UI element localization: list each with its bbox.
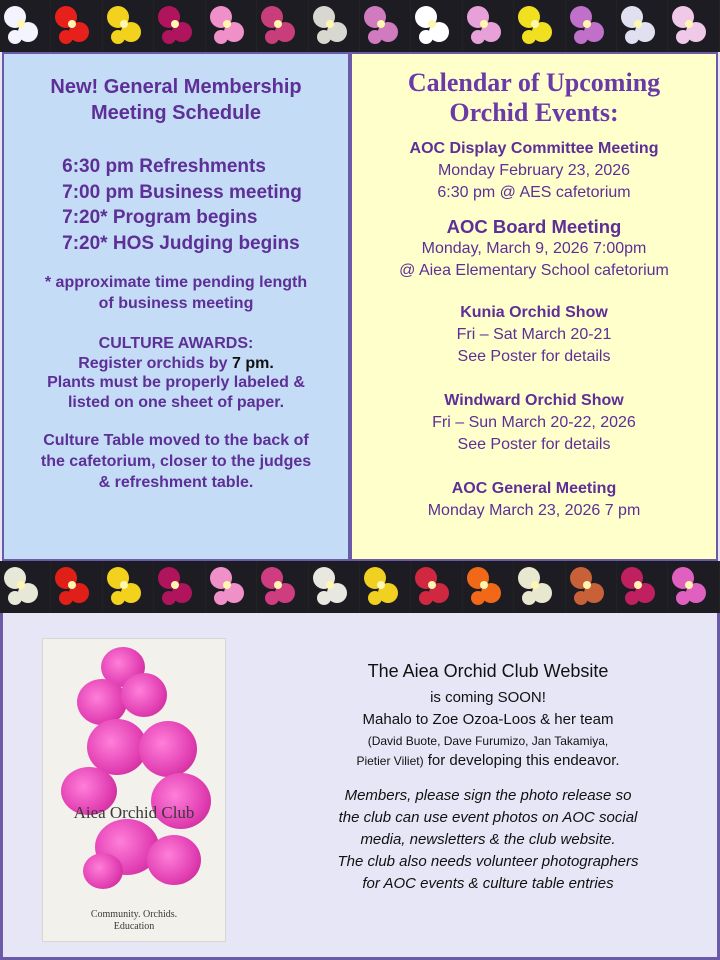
title-line: Meeting Schedule	[90, 102, 262, 124]
orchid-photo	[257, 0, 308, 52]
schedule-item: 7:00 pm Business meeting	[62, 181, 302, 203]
team-names: Pietier Viliet)	[356, 754, 424, 768]
aiea-orchid-club-logo	[43, 639, 225, 941]
website-coming-soon: is coming SOON!	[430, 689, 546, 706]
notice-line: Culture Table moved to the back of	[43, 432, 309, 449]
orchid-photo	[617, 0, 668, 52]
orchid-photo	[51, 561, 102, 613]
orchid-photo	[206, 561, 257, 613]
orchid-photo	[103, 561, 154, 613]
event-board-meeting	[352, 216, 716, 282]
orchid-photo	[154, 561, 205, 613]
meeting-schedule-list	[62, 154, 302, 256]
orchid-petal	[77, 679, 127, 725]
logo-club-name: Aiea Orchid Club	[73, 803, 195, 822]
title-line: New! General Membership	[50, 76, 302, 98]
orchid-photo	[154, 0, 205, 52]
orchid-photo	[0, 561, 51, 613]
logo-tagline	[43, 909, 225, 933]
event-details: See Poster for details	[457, 436, 611, 453]
membership-schedule-title	[4, 74, 348, 126]
event-location: 6:30 pm @ AES cafetorium	[437, 184, 631, 201]
orchid-petal	[83, 853, 123, 889]
note-line: of business meeting	[98, 295, 254, 312]
orchid-photo	[360, 561, 411, 613]
orchid-photo	[103, 0, 154, 52]
release-line: the club can use event photos on AOC social	[338, 809, 638, 826]
event-windward-show	[352, 390, 716, 456]
orchid-photo	[0, 0, 51, 52]
notice-line: the cafetorium, closer to the judges	[40, 453, 312, 470]
event-name: Kunia Orchid Show	[460, 304, 608, 321]
website-announcement-section	[0, 613, 720, 960]
orchid-photo-strip-middle	[0, 561, 720, 613]
orchid-petal	[147, 835, 201, 885]
schedule-item: 6:30 pm Refreshments	[62, 156, 266, 177]
event-date: Fri – Sat March 20-21	[456, 326, 612, 343]
website-mahalo: Mahalo to Zoe Ozoa-Loos & her team	[362, 711, 614, 728]
event-kunia-show	[352, 302, 716, 368]
orchid-photo	[411, 0, 462, 52]
event-details: See Poster for details	[457, 348, 611, 365]
culture-awards-section	[4, 334, 348, 412]
note-line: * approximate time pending length	[44, 274, 308, 291]
tagline-line: Education	[113, 921, 155, 932]
orchid-photo-strip-top	[0, 0, 720, 52]
website-team-names: (David Buote, Dave Furumizo, Jan Takamiya,	[367, 734, 609, 748]
event-name: AOC General Meeting	[451, 480, 617, 497]
orchid-photo	[668, 561, 719, 613]
release-line: Members, please sign the photo release so	[344, 787, 632, 804]
event-date: Monday, March 9, 2026 7:00pm	[421, 240, 647, 257]
event-location: @ Aiea Elementary School cafetorium	[399, 262, 669, 279]
orchid-petal	[87, 719, 147, 775]
schedule-item: 7:20* Program begins	[62, 207, 258, 228]
event-date: Monday March 23, 2026 7 pm	[427, 502, 641, 519]
website-announcement	[293, 659, 683, 895]
orchid-petal	[121, 673, 167, 717]
culture-table-notice	[4, 430, 348, 493]
website-team-names-cont	[293, 751, 683, 771]
orchid-photo	[514, 561, 565, 613]
title-line: Calendar of Upcoming	[407, 68, 661, 97]
orchid-photo	[617, 561, 668, 613]
release-line: media, newsletters & the club website.	[360, 831, 616, 848]
orchid-photo	[463, 0, 514, 52]
culture-line: Plants must be properly labeled &	[47, 374, 305, 391]
membership-meeting-panel	[2, 52, 350, 561]
schedule-footnote	[4, 272, 348, 314]
orchid-photo	[463, 561, 514, 613]
schedule-item: 7:20* HOS Judging begins	[62, 232, 300, 254]
event-date: Fri – Sun March 20-22, 2026	[432, 414, 636, 431]
calendar-title	[352, 68, 716, 128]
orchid-photo	[566, 561, 617, 613]
event-name: Windward Orchid Show	[444, 392, 624, 409]
team-thanks: for developing this endeavor.	[423, 752, 620, 769]
tagline-line: Community. Orchids.	[90, 909, 178, 920]
photo-release-notice	[293, 785, 683, 895]
orchid-photo	[668, 0, 719, 52]
website-title: The Aiea Orchid Club Website	[367, 661, 609, 681]
orchid-photo	[257, 561, 308, 613]
release-line: The club also needs volunteer photographers	[337, 853, 639, 870]
event-general-meeting	[352, 478, 716, 522]
orchid-photo	[566, 0, 617, 52]
event-calendar-panel	[350, 52, 718, 561]
event-date: Monday February 23, 2026	[437, 162, 631, 179]
title-line: Orchid Events:	[449, 98, 619, 127]
orchid-petal	[139, 721, 197, 777]
orchid-photo	[206, 0, 257, 52]
culture-line: listed on one sheet of paper.	[67, 393, 285, 411]
orchid-photo	[514, 0, 565, 52]
orchid-photo	[360, 0, 411, 52]
orchid-photo	[309, 0, 360, 52]
orchid-photo	[309, 561, 360, 613]
orchid-photo	[51, 0, 102, 52]
release-line: for AOC events & culture table entries	[362, 875, 614, 892]
notice-line: & refreshment table.	[98, 474, 254, 491]
event-name: AOC Display Committee Meeting	[409, 140, 659, 157]
orchid-photo	[411, 561, 462, 613]
register-time: 7 pm.	[232, 354, 274, 372]
culture-register-line	[4, 354, 348, 374]
culture-awards-heading: CULTURE AWARDS:	[98, 335, 254, 352]
event-display-committee	[352, 138, 716, 204]
register-prefix: Register orchids by	[78, 354, 233, 372]
event-name: AOC Board Meeting	[446, 216, 622, 237]
